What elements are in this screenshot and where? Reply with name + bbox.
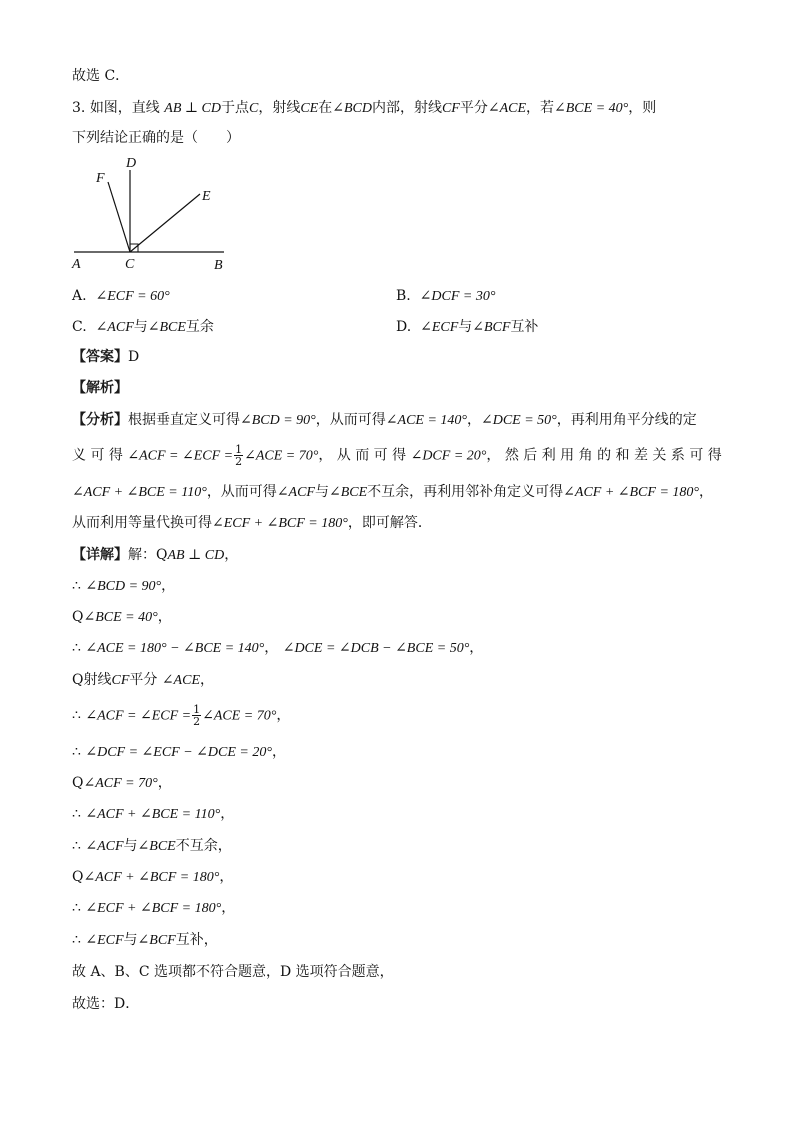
- detail-step-1: 【详解】解：QAB ⊥ CD，: [72, 547, 239, 563]
- answer-label: 【答案】: [72, 349, 128, 365]
- option-d: D. ∠ECF与∠BCF互补: [396, 319, 539, 335]
- detail-step-9: ∴ ∠ACF + ∠BCE = 110°，: [72, 806, 235, 822]
- detail-step-6: ∴ ∠ACF = ∠ECF = $\frac{1}{2}$ ∠ACE = 70°，: [72, 703, 291, 728]
- geometry-figure: [66, 152, 236, 276]
- detail-step-2: ∴ ∠BCD = 90°，: [72, 578, 176, 594]
- detail-step-10: ∴ ∠ACF与∠BCE不互余，: [72, 838, 232, 854]
- analysis-line-2: 义 可 得 ∠ACF = ∠ECF = $\frac{1}{2}$ ∠ACE = 70°， 从 而 可 得 ∠DCF = 20°， 然 后 利 用 角 的 和 差 关 系 可 得: [72, 443, 722, 468]
- detail-step-3: Q∠BCE = 40°，: [72, 609, 172, 625]
- detail-step-14: 故 A、B、C 选项都不符合题意，D 选项符合题意，: [72, 964, 394, 980]
- ray-ce: [130, 194, 200, 252]
- label-d: D: [126, 156, 137, 171]
- final-conclusion: 故选：D．: [72, 996, 140, 1012]
- analysis-line-3: ∠ACF + ∠BCE = 110°，从而可得∠ACF与∠BCE不互余，再利用邻补角定义可得∠ACF + ∠BCF = 180°，: [72, 484, 713, 500]
- label-c: C: [125, 257, 135, 272]
- analysis-heading: 【解析】: [72, 380, 128, 396]
- option-b: B. ∠DCF = 30°: [396, 288, 496, 304]
- detail-step-8: Q∠ACF = 70°，: [72, 775, 172, 791]
- option-a: A. ∠ECF = 60°: [72, 288, 170, 304]
- detail-step-4: ∴ ∠ACE = 180° − ∠BCE = 140°， ∠DCE = ∠DCB − ∠BCE = 50°，: [72, 640, 484, 656]
- analysis-line-1: 【分析】根据垂直定义可得∠BCD = 90°，从而可得∠ACE = 140°，∠DCE = 50°，再利用角平分线的定: [72, 412, 697, 428]
- detail-step-5: Q射线CF平分 ∠ACE，: [72, 672, 214, 688]
- ray-cf: [108, 182, 130, 252]
- detail-step-11: Q∠ACF + ∠BCF = 180°，: [72, 869, 234, 885]
- detail-step-7: ∴ ∠DCF = ∠ECF − ∠DCE = 20°，: [72, 744, 286, 760]
- fraction-half: $\frac{1}{2}$: [193, 703, 201, 728]
- question-line-2: 下列结论正确的是（ ）: [72, 130, 240, 146]
- answer-value: D: [128, 349, 140, 365]
- question-number: 3.: [72, 100, 90, 116]
- fraction-half: $\frac{1}{2}$: [235, 443, 243, 468]
- previous-conclusion: 故选 C．: [72, 68, 130, 84]
- label-a: A: [72, 257, 81, 272]
- analysis-line-4: 从而利用等量代换可得∠ECF + ∠BCF = 180°，即可解答．: [72, 515, 432, 531]
- question-line-1: 3. 如图，直线 AB ⊥ CD于点C，射线CE在∠BCD内部，射线CF平分∠ACE，若∠BCE = 40°，则: [72, 100, 657, 116]
- label-f: F: [96, 171, 105, 186]
- detail-step-13: ∴ ∠ECF与∠BCF互补，: [72, 932, 218, 948]
- answer-line: [72, 347, 139, 367]
- option-c: C. ∠ACF与∠BCE互余: [72, 319, 214, 335]
- label-b: B: [214, 258, 223, 273]
- label-e: E: [202, 189, 211, 204]
- detail-step-12: ∴ ∠ECF + ∠BCF = 180°，: [72, 900, 236, 916]
